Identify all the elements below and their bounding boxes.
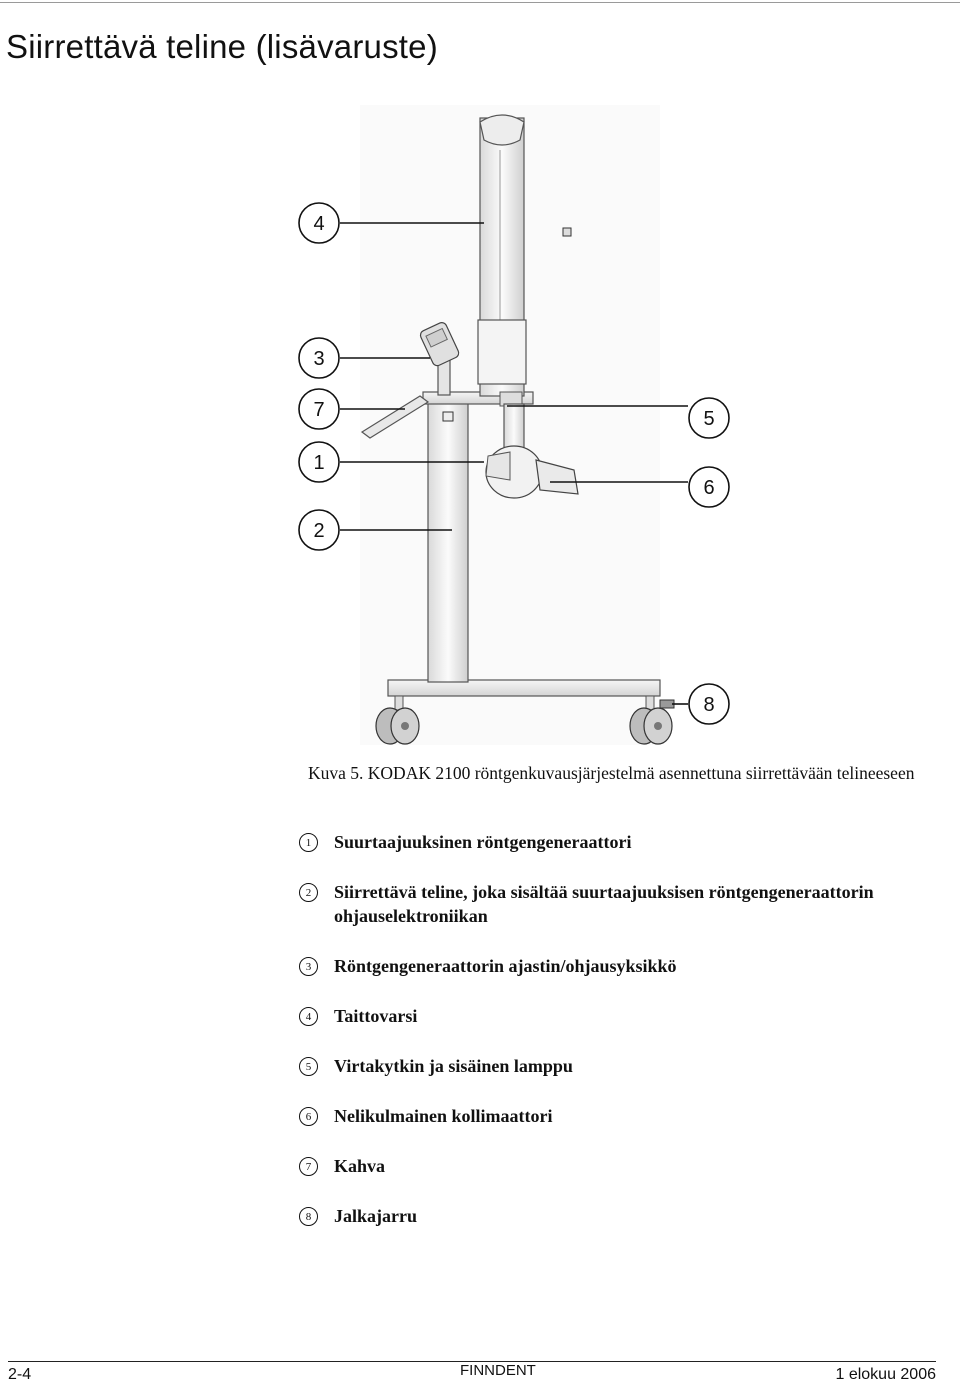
legend-item bbox=[299, 1004, 954, 1028]
legend-item bbox=[299, 1154, 954, 1178]
page-title: Siirrettävä teline (lisävaruste) bbox=[6, 28, 438, 65]
company-name: FINNDENT bbox=[460, 1362, 536, 1379]
legend-number: 7 bbox=[299, 1157, 318, 1176]
callout-4 bbox=[299, 203, 339, 243]
caster-left bbox=[376, 708, 419, 744]
callout-3 bbox=[299, 338, 339, 378]
callout-label: 2 bbox=[313, 520, 325, 542]
callout-label: 1 bbox=[313, 452, 325, 474]
callout-label: 3 bbox=[313, 348, 325, 370]
callout-label: 4 bbox=[313, 213, 325, 235]
legend-text: Siirrettävä teline, joka sisältää suurtaajuuksisen röntgengeneraattorin ohjauselektroniikan bbox=[334, 882, 874, 926]
legend-text: Suurtaajuuksinen röntgengeneraattori bbox=[334, 832, 632, 852]
legend-text: Taittovarsi bbox=[334, 1006, 418, 1026]
callout-label: 5 bbox=[703, 408, 715, 430]
legend-number: 2 bbox=[299, 883, 318, 902]
page-number: 2-4 bbox=[8, 1366, 32, 1383]
legend-number: 6 bbox=[299, 1107, 318, 1126]
generator-back-cap bbox=[486, 452, 510, 480]
callout-5 bbox=[689, 398, 729, 438]
legend-item bbox=[299, 830, 954, 854]
figure-caption: Kuva 5. KODAK 2100 röntgenkuvausjärjestelmä asennettuna siirrettävään telineeseen bbox=[308, 763, 915, 783]
callout-label: 7 bbox=[313, 399, 325, 421]
callout-label: 8 bbox=[703, 694, 715, 716]
legend-text: Nelikulmainen kollimaattori bbox=[334, 1106, 553, 1126]
callout-2 bbox=[299, 510, 339, 550]
document-date: 1 elokuu 2006 bbox=[835, 1366, 936, 1383]
legend-list bbox=[299, 830, 954, 1245]
callout-6 bbox=[689, 467, 729, 507]
stand-column bbox=[428, 400, 468, 682]
arm-joint bbox=[478, 320, 526, 384]
legend-item bbox=[299, 954, 954, 978]
legend-item bbox=[299, 1204, 954, 1228]
foot-brake bbox=[660, 700, 674, 708]
legend-text: Röntgengeneraattorin ajastin/ohjausyksikkö bbox=[334, 956, 677, 976]
callout-8 bbox=[689, 684, 729, 724]
power-switch bbox=[443, 412, 453, 421]
legend-item bbox=[299, 1054, 954, 1078]
legend-text: Virtakytkin ja sisäinen lamppu bbox=[334, 1056, 573, 1076]
legend-item bbox=[299, 1104, 954, 1128]
legend-text: Jalkajarru bbox=[334, 1206, 417, 1226]
legend-number: 8 bbox=[299, 1207, 318, 1226]
folding-arm-cap bbox=[480, 115, 524, 145]
legend-number: 1 bbox=[299, 833, 318, 852]
legend-number: 4 bbox=[299, 1007, 318, 1026]
callout-1 bbox=[299, 442, 339, 482]
callout-label: 6 bbox=[703, 477, 715, 499]
legend-item bbox=[299, 880, 954, 928]
legend-number: 5 bbox=[299, 1057, 318, 1076]
legend-number: 3 bbox=[299, 957, 318, 976]
callout-7 bbox=[299, 389, 339, 429]
wall-label-mark bbox=[563, 228, 571, 236]
legend-text: Kahva bbox=[334, 1156, 386, 1176]
